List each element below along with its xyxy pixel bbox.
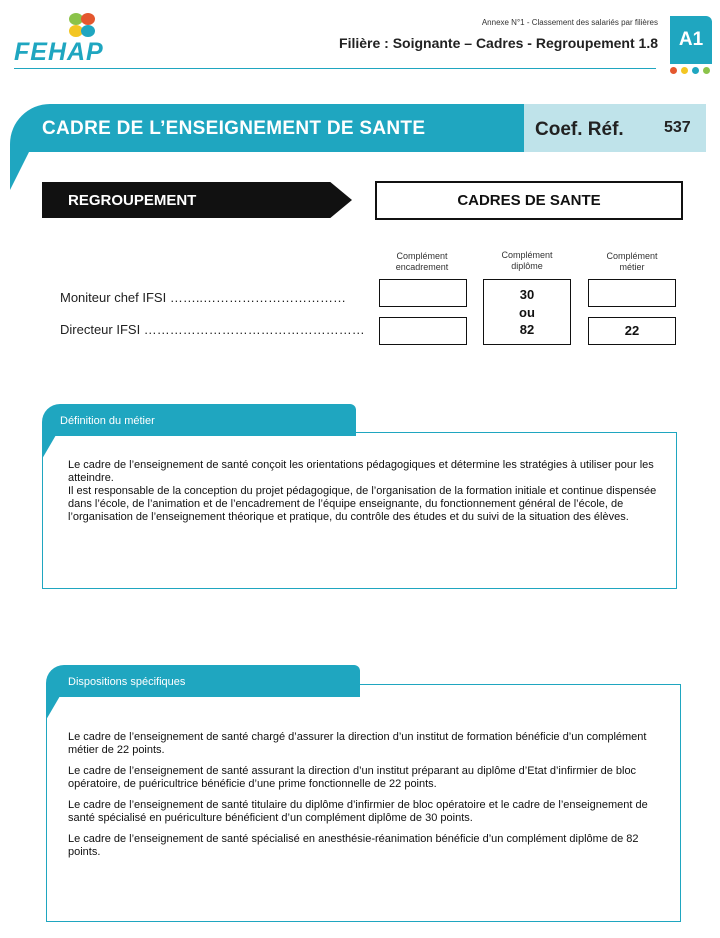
col-head-line: Complément — [396, 251, 448, 261]
coef-value: 537 — [664, 119, 691, 136]
col-head-line: Complément — [606, 251, 658, 261]
header-divider — [14, 68, 656, 69]
dispositions-paragraph: Le cadre de l’enseignement de santé assurant la direction d’un institut préparant au diplôme d’Etat d’infirmier de bloc opératoire, de puéricultrice bénéficie d’une prime fonctionnelle de 22 points. — [68, 765, 637, 790]
dispositions-title: Dispositions spécifiques — [68, 676, 186, 688]
filiere-title: Filière : Soignante – Cadres - Regroupement 1.8 — [339, 35, 658, 51]
col-head-line: Complément — [501, 250, 553, 260]
col-head-line: métier — [619, 262, 645, 272]
definition-paragraph: Il est responsable de la conception du projet pédagogique, de l’organisation de la formation initiale et continue dispensée dans l’école, de l’animation et de l’encadrement de l’équipe enseignante, du fonctionnement général de l’école, de l’organisation de l’enseignement théorique et pratique, du contrôle des études et du suivi de la situation des élèves. — [68, 485, 657, 523]
col-head-line: encadrement — [395, 262, 449, 272]
color-dot-yellow — [681, 67, 688, 74]
metier-box-moniteur — [588, 279, 676, 307]
encadrement-box-directeur — [379, 317, 467, 345]
coef-label: Coef. Réf. — [535, 119, 624, 140]
job-title: CADRE DE L’ENSEIGNEMENT DE SANTE — [42, 118, 426, 139]
dispositions-paragraph: Le cadre de l’enseignement de santé titulaire du diplôme d’infirmier de bloc opératoire et le cadre de l’enseignement de santé spécialisé en puériculture bénéficient d’un complément diplôme de 30 points. — [68, 799, 648, 824]
row-label-moniteur: Moniteur chef IFSI ……..…………………………… — [60, 290, 347, 305]
diplome-value-82: 82 — [519, 322, 535, 337]
section-tab-code: A1 — [670, 16, 712, 64]
row-label-directeur: Directeur IFSI …………………………………………… — [60, 322, 365, 337]
logo-text: FEHAP — [14, 38, 104, 66]
color-dot-blue — [692, 67, 699, 74]
definition-paragraph: Le cadre de l’enseignement de santé conçoit les orientations pédagogiques et détermine les stratégies à utiliser pour les atteindre. — [68, 459, 654, 484]
col-head-line: diplôme — [511, 261, 543, 271]
col-head-encadrement — [377, 251, 467, 273]
encadrement-box-moniteur — [379, 279, 467, 307]
diplome-value-ou: ou — [519, 305, 535, 320]
regroupement-label: REGROUPEMENT — [68, 192, 197, 209]
definition-title: Définition du métier — [60, 415, 155, 427]
dispositions-paragraph: Le cadre de l’enseignement de santé chargé d’assurer la direction d’un institut de formation bénéficie d’un complément métier de 22 points. — [68, 731, 647, 756]
dispositions-paragraph: Le cadre de l’enseignement de santé spécialisé en anesthésie-réanimation bénéficie d’un complément diplôme de 82 points. — [68, 833, 639, 858]
dispositions-body — [68, 731, 658, 859]
diplome-value-30: 30 — [519, 287, 535, 302]
color-dot-green — [703, 67, 710, 74]
col-head-diplome — [482, 250, 572, 272]
col-head-metier — [587, 251, 677, 273]
title-banner-tail — [10, 150, 30, 190]
metier-value-directeur: 22 — [624, 323, 640, 338]
annex-label: Annexe N°1 - Classement des salariés par filières — [481, 18, 658, 27]
regroupement-value: CADRES DE SANTE — [457, 192, 601, 209]
definition-body — [68, 459, 658, 524]
color-dot-red — [670, 67, 677, 74]
